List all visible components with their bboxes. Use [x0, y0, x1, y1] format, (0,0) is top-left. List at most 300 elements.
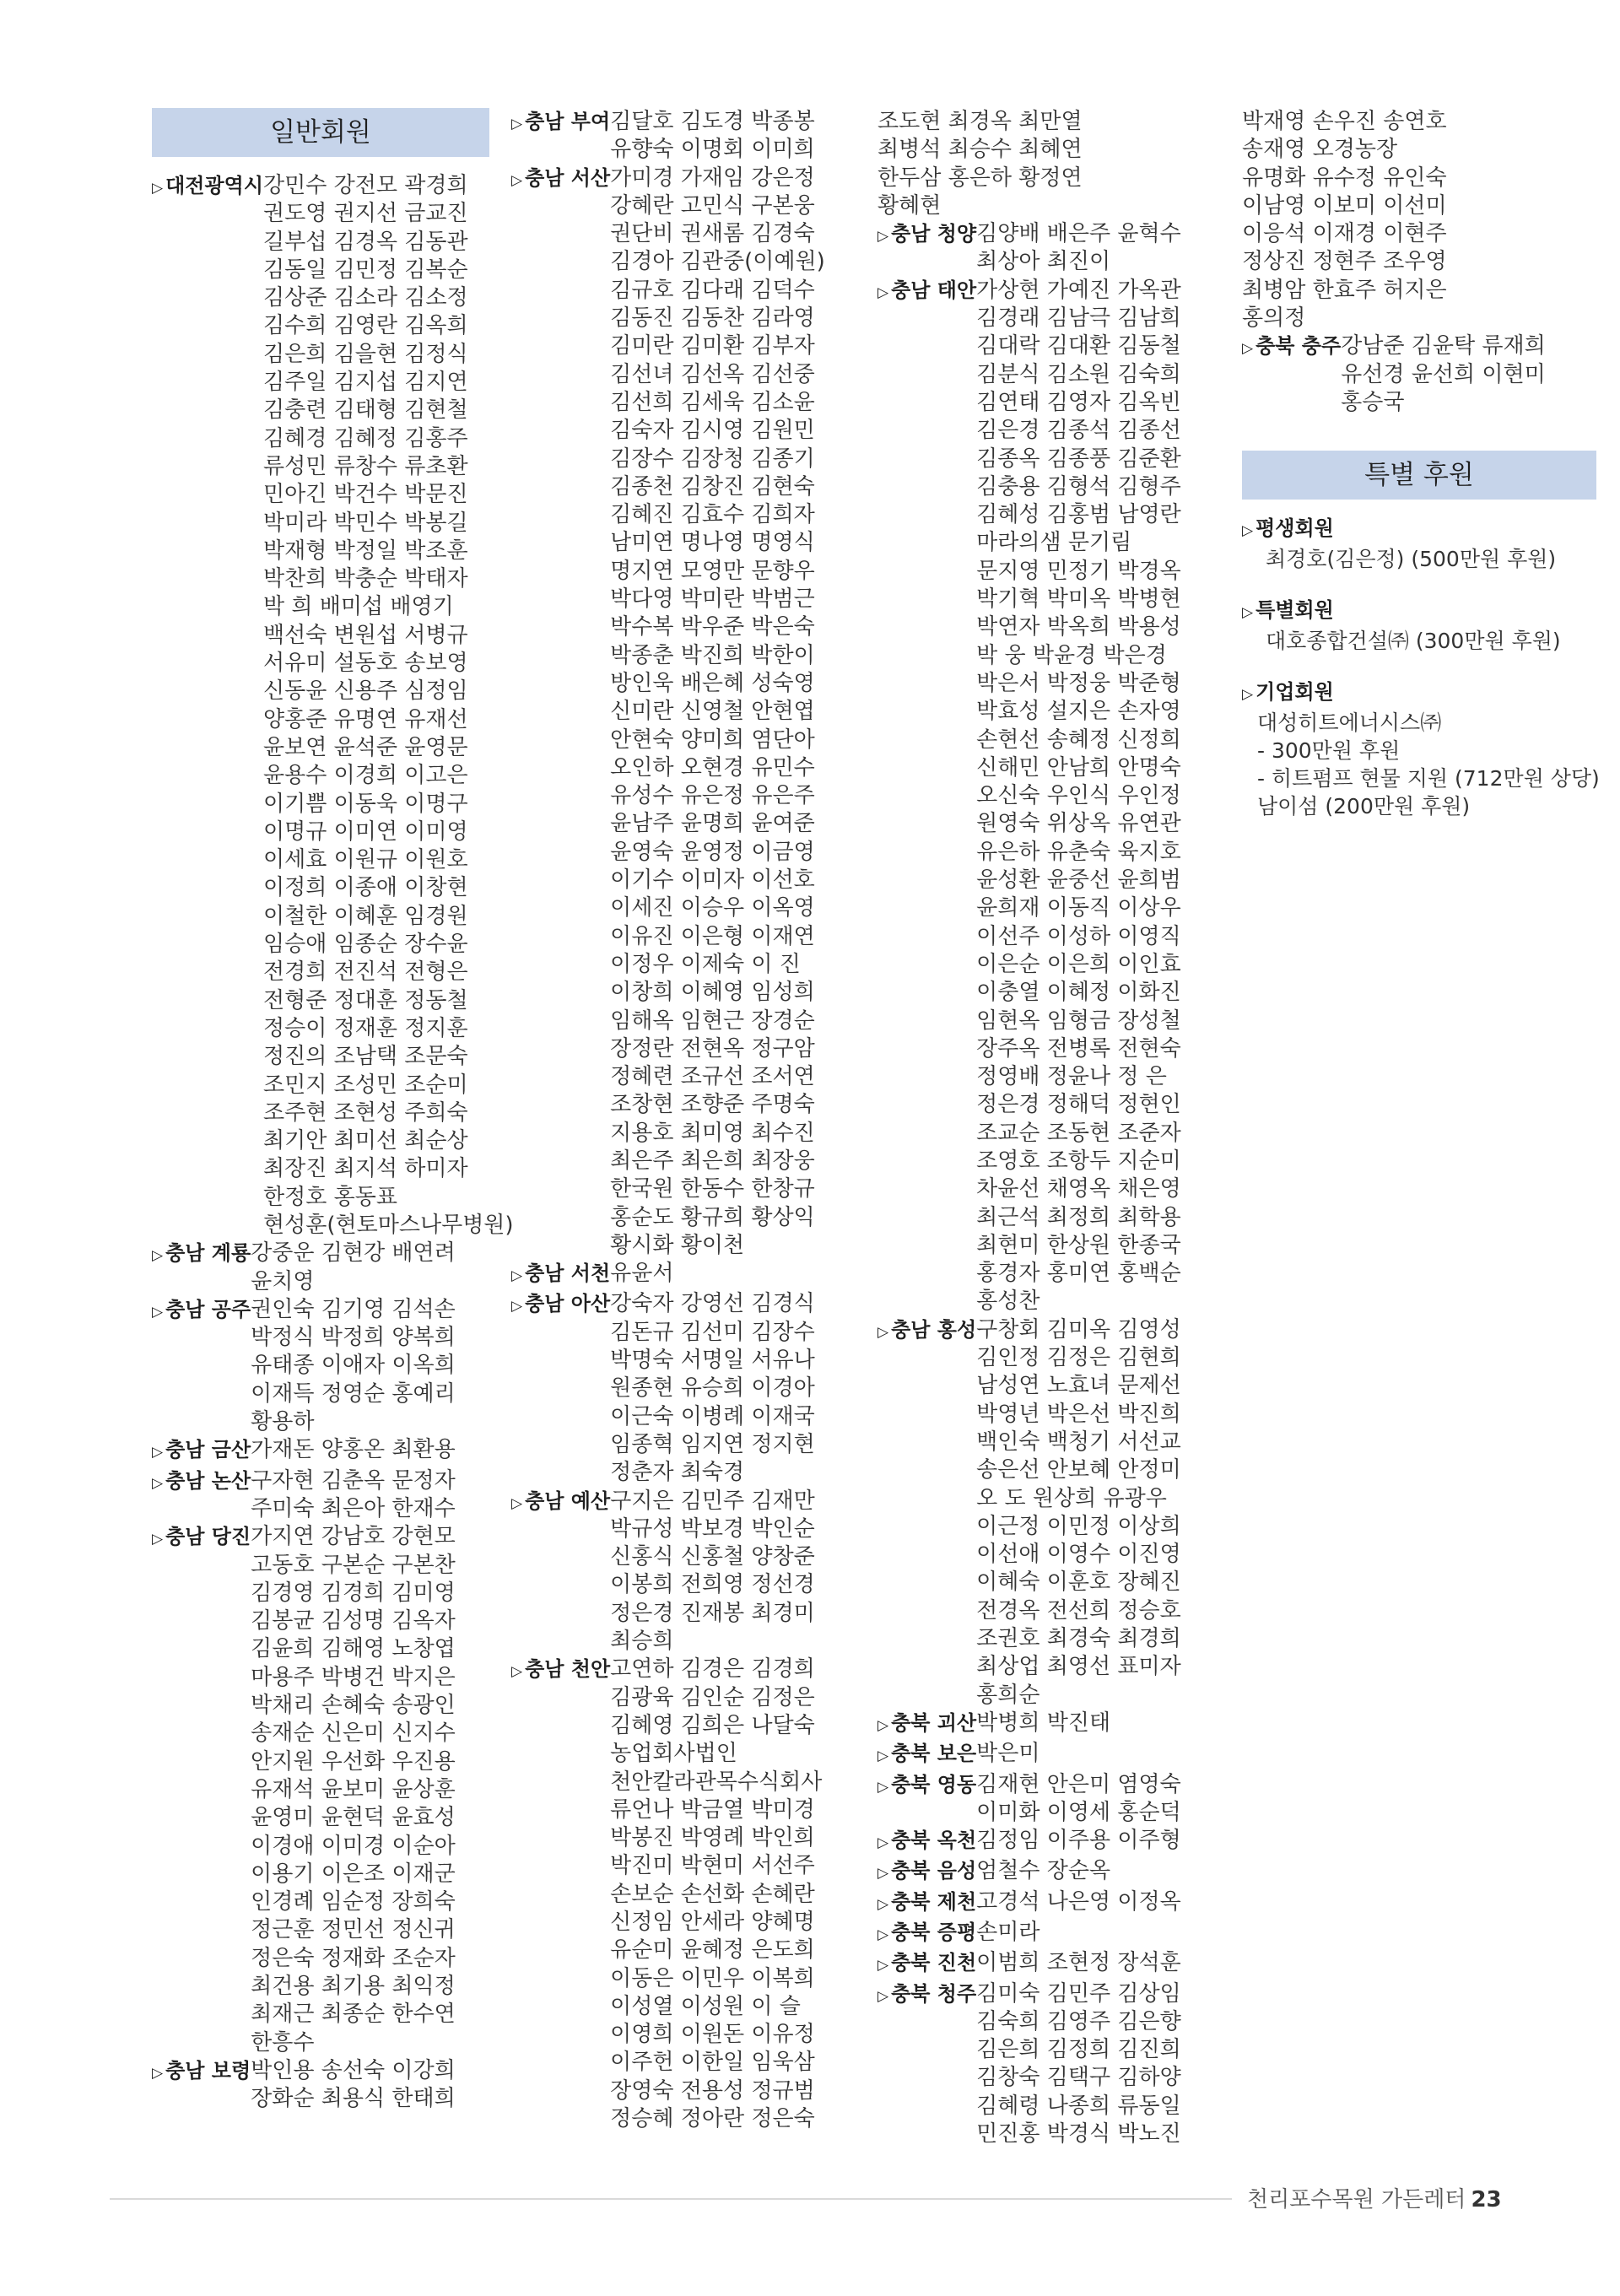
- member-name-line: 박영년 박은선 박진희: [976, 1401, 1181, 1427]
- footer: [1247, 2182, 1502, 2213]
- member-name-line: 오 도 원상희 유광우: [976, 1485, 1167, 1511]
- member-name-line: 송재순 신은미 신지수: [251, 1721, 456, 1747]
- member-name-line: 박 희 배미섭 배영기: [263, 594, 454, 620]
- member-name-line: 김혜진 김효수 김희자: [610, 502, 815, 528]
- member-name-line: 인경례 임순정 장희숙: [251, 1889, 456, 1915]
- member-name-line: 정은숙 정재화 조순자: [251, 1945, 456, 1971]
- member-names: [610, 1656, 866, 2133]
- region-block: [878, 277, 1232, 1316]
- sponsor-group: [1242, 515, 1596, 573]
- member-name-line: 최병석 최승수 최혜연: [878, 137, 1083, 163]
- triangle-right-icon: ▷: [1242, 604, 1254, 622]
- region-label: [152, 1436, 251, 1467]
- member-name-line: 고연하 김경은 김경희: [610, 1656, 815, 1683]
- triangle-right-icon: ▷: [511, 1267, 523, 1285]
- region-label: [1242, 332, 1341, 363]
- member-name-line: 김규호 김다래 김덕수: [610, 277, 815, 303]
- member-name-line: 이용기 이은조 이재군: [251, 1861, 456, 1887]
- member-name-line: 박다영 박미란 박범근: [610, 586, 815, 613]
- member-name-line: 장영숙 전용성 정규범: [610, 2077, 815, 2104]
- member-name-line: 박규성 박보경 박인순: [610, 1515, 815, 1542]
- region-block: [152, 172, 514, 1240]
- triangle-right-icon: ▷: [878, 1865, 889, 1883]
- member-name-line: 김광육 김인순 김정은: [610, 1684, 815, 1710]
- region-block: [878, 1919, 1232, 1949]
- member-name-line: 지용호 최미영 최수진: [610, 1120, 815, 1146]
- region-label: [511, 1260, 610, 1290]
- region-label: [878, 1919, 976, 1949]
- triangle-right-icon: ▷: [152, 1247, 164, 1265]
- member-name-line: 임현옥 임형금 장성철: [976, 1008, 1181, 1034]
- member-name-line: 류성민 류창수 류초환: [263, 453, 468, 479]
- sponsor-entry: 최경호(김은정) (500만원 후원): [1266, 547, 1557, 572]
- member-names: [976, 1888, 1232, 1916]
- region-list-col4: [1242, 108, 1596, 417]
- member-name-line: 박채리 손혜숙 송광인: [251, 1693, 456, 1719]
- sponsor-group: [1242, 597, 1596, 655]
- member-names: [610, 1290, 866, 1487]
- member-name-line: 권인숙 김기영 김석손: [251, 1296, 456, 1322]
- triangle-right-icon: ▷: [878, 1748, 889, 1765]
- member-name-line: 정혜련 조규선 조서연: [610, 1064, 815, 1090]
- column-3: [878, 108, 1232, 2148]
- member-name-line: 윤용수 이경희 이고은: [263, 763, 468, 789]
- special-groups: [1242, 515, 1600, 820]
- member-name-line: 정은경 진재봉 최경미: [610, 1600, 815, 1626]
- region-block: [511, 1290, 866, 1487]
- member-names: [976, 1771, 1232, 1828]
- region-name: 충북 충주: [1256, 334, 1342, 359]
- member-name-line: 황용하: [251, 1409, 315, 1435]
- member-name-line: 정근훈 정민선 정신귀: [251, 1917, 456, 1943]
- region-block: [152, 1436, 489, 1467]
- member-name-line: 강혜란 고민식 구본웅: [610, 192, 815, 219]
- member-names: [1242, 108, 1596, 332]
- member-name-line: 조민지 조성민 조순미: [263, 1072, 468, 1098]
- region-block: [878, 1771, 1232, 1828]
- region-block: [511, 108, 866, 165]
- member-name-line: 최기안 최미선 최순상: [263, 1128, 468, 1154]
- member-name-line: 김경래 김남극 김남희: [976, 305, 1181, 332]
- member-name-line: 박기혁 박미옥 박병현: [976, 586, 1181, 613]
- region-label: [152, 1523, 251, 1553]
- member-name-line: 황혜현: [878, 192, 942, 219]
- region-name: 충북 보은: [891, 1742, 977, 1766]
- member-name-line: 이기수 이미자 이선호: [610, 867, 815, 894]
- member-name-line: 장화순 최용식 한태희: [251, 2086, 456, 2112]
- member-name-line: 임종혁 임지연 정지현: [610, 1431, 815, 1457]
- member-name-line: 윤치영: [251, 1268, 315, 1294]
- member-name-line: 송은선 안보혜 안정미: [976, 1457, 1181, 1483]
- member-names: [976, 1827, 1232, 1855]
- member-name-line: 이근숙 이병례 이재국: [610, 1403, 815, 1429]
- member-name-line: 조권호 최경숙 최경희: [976, 1626, 1181, 1652]
- region-block: [152, 1296, 489, 1436]
- member-name-line: 이동은 이민우 이복희: [610, 1965, 815, 1991]
- region-name: 충남 홍성: [891, 1317, 977, 1342]
- member-name-line: 차윤선 채영옥 채은영: [976, 1176, 1181, 1202]
- region-label: [152, 1240, 251, 1270]
- member-name-line: 구창회 김미옥 김영성: [976, 1316, 1181, 1342]
- sponsor-group-name: 특별회원: [1256, 598, 1334, 623]
- member-name-line: 남미연 명나영 명영식: [610, 530, 815, 556]
- member-name-line: 이경애 이미경 이순아: [251, 1833, 456, 1859]
- member-name-line: 방인욱 배은혜 성숙영: [610, 670, 815, 696]
- member-names: [976, 277, 1232, 1316]
- region-list-col1: [152, 172, 514, 2113]
- member-name-line: 권도영 권지선 금교진: [263, 201, 468, 227]
- triangle-right-icon: ▷: [878, 1834, 889, 1852]
- region-name: 충남 천안: [525, 1657, 611, 1682]
- member-name-line: 신정임 안세라 양혜명: [610, 1910, 815, 1935]
- region-label: [511, 165, 610, 195]
- member-names: [976, 1919, 1232, 1947]
- member-name-line: 임해옥 임현근 장경순: [610, 1008, 815, 1034]
- triangle-right-icon: ▷: [152, 1444, 164, 1461]
- member-name-line: 한흥수: [251, 2029, 315, 2056]
- member-name-line: 유윤서: [610, 1261, 674, 1287]
- member-name-line: 김동일 김민정 김복순: [263, 257, 468, 283]
- triangle-right-icon: ▷: [511, 1663, 523, 1681]
- member-name-line: 정승이 정재훈 정지훈: [263, 1015, 468, 1041]
- member-name-line: 가지연 강남호 강현모: [251, 1524, 456, 1550]
- member-name-line: 한국원 한동수 한창규: [610, 1176, 815, 1202]
- sponsor-group-title: [1242, 597, 1596, 627]
- member-name-line: 유태종 이애자 이옥희: [251, 1353, 456, 1379]
- member-name-line: 홍경자 홍미연 홍백순: [976, 1261, 1181, 1287]
- region-block: [152, 2057, 489, 2114]
- region-name: 충북 괴산: [891, 1710, 977, 1735]
- member-name-line: 신동윤 신용주 심정임: [263, 678, 468, 705]
- triangle-right-icon: ▷: [1242, 522, 1254, 540]
- member-name-line: 박은미: [976, 1741, 1040, 1767]
- member-name-line: 정영배 정윤나 정 은: [976, 1064, 1167, 1090]
- region-block: [511, 1656, 866, 2133]
- member-name-line: 민아긴 박건수 박문진: [263, 482, 468, 508]
- region-label: [511, 108, 610, 138]
- member-names: [610, 1488, 866, 1656]
- member-name-line: 장정란 전현옥 정구암: [610, 1035, 815, 1062]
- region-block: [878, 108, 1232, 220]
- region-block: [511, 165, 866, 1261]
- member-name-line: 마라의샘 문기림: [976, 530, 1132, 556]
- member-name-line: 이명규 이미연 이미영: [263, 818, 468, 845]
- region-label: [878, 1980, 976, 2011]
- member-name-line: 천안칼라관목수식회사: [610, 1769, 823, 1795]
- member-name-line: 이은순 이은희 이인효: [976, 951, 1181, 977]
- member-name-line: 손현선 송혜정 신정희: [976, 727, 1181, 753]
- region-label: [878, 1857, 976, 1888]
- sponsor-group: [1242, 678, 1600, 820]
- region-label: [152, 1467, 251, 1498]
- region-block: [152, 1467, 489, 1524]
- member-name-line: 전경희 전진석 전형은: [263, 959, 468, 986]
- member-name-line: 최장진 최지석 하미자: [263, 1156, 468, 1182]
- triangle-right-icon: ▷: [1242, 340, 1254, 358]
- member-name-line: 마용주 박병건 박지은: [251, 1664, 456, 1690]
- member-name-line: 이주헌 이한일 임욱삼: [610, 2050, 815, 2076]
- member-names: [976, 1980, 1232, 2149]
- member-name-line: 문지영 민정기 박경옥: [976, 558, 1181, 584]
- sponsor-entry: - 300만원 후원: [1257, 738, 1401, 764]
- member-name-line: 이재득 정영순 홍예리: [251, 1380, 456, 1407]
- member-name-line: 홍승국: [1341, 389, 1405, 415]
- region-block: [1242, 108, 1596, 332]
- region-label: [878, 220, 976, 251]
- triangle-right-icon: ▷: [152, 1474, 164, 1492]
- sponsor-entry: - 히트펌프 현물 지원 (712만원 상당): [1257, 766, 1600, 791]
- triangle-right-icon: ▷: [878, 284, 889, 301]
- member-name-line: 이영희 이원돈 이유정: [610, 2022, 815, 2048]
- member-name-line: 최상업 최영선 표미자: [976, 1654, 1181, 1680]
- member-name-line: 백선숙 변원섭 서병규: [263, 622, 468, 648]
- member-name-line: 홍희순: [976, 1682, 1040, 1708]
- member-names: [251, 2057, 489, 2114]
- region-block: [878, 1888, 1232, 1919]
- member-name-line: 백인숙 백청기 서선교: [976, 1429, 1181, 1455]
- region-label: [511, 1656, 610, 1686]
- triangle-right-icon: ▷: [878, 1778, 889, 1796]
- member-name-line: 윤영미 윤현덕 윤효성: [251, 1805, 456, 1831]
- triangle-right-icon: ▷: [152, 2064, 164, 2082]
- region-list-col2: [511, 108, 866, 2133]
- member-name-line: 유향숙 이명회 이미희: [610, 137, 815, 163]
- member-name-line: 가미경 가재임 강은정: [610, 165, 815, 191]
- member-name-line: 강남준 김윤탁 류재희: [1341, 333, 1546, 359]
- region-block: [878, 1316, 1232, 1710]
- sponsor-entry: 대성히트에너시스㈜: [1257, 710, 1442, 736]
- region-block: [152, 1523, 489, 2057]
- member-name-line: 김선녀 김선옥 김선중: [610, 361, 815, 387]
- region-name: 충북 제천: [891, 1889, 977, 1914]
- section-header-general-members: 일반회원: [152, 108, 489, 157]
- region-label: [878, 277, 976, 307]
- member-name-line: 남성연 노효녀 문제선: [976, 1373, 1181, 1399]
- region-label: [152, 2057, 251, 2088]
- member-name-line: 박효성 설지은 손자영: [976, 699, 1181, 725]
- region-block: [511, 1488, 866, 1656]
- region-block: [878, 1710, 1232, 1740]
- column-4: [1242, 108, 1600, 844]
- member-names: [610, 165, 866, 1261]
- triangle-right-icon: ▷: [878, 1987, 889, 2005]
- region-name: 충북 옥천: [891, 1829, 977, 1853]
- member-name-line: 안지원 우선화 우진용: [251, 1748, 456, 1775]
- member-name-line: 조도현 최경옥 최만열: [878, 109, 1083, 134]
- member-name-line: 김혜령 나종희 류동일: [976, 2093, 1181, 2119]
- member-name-line: 김혜영 김희은 나달숙: [610, 1712, 815, 1738]
- member-name-line: 신미란 신영철 안현엽: [610, 699, 815, 725]
- member-name-line: 이응석 이재경 이현주: [1242, 221, 1447, 247]
- member-name-line: 이기쁨 이동욱 이명구: [263, 791, 468, 817]
- member-name-line: 유성수 유은정 유은주: [610, 783, 815, 809]
- member-name-line: 유명화 유수정 유인숙: [1242, 165, 1447, 191]
- member-names: [610, 108, 866, 165]
- member-names: [976, 1316, 1232, 1710]
- region-name: 충남 금산: [165, 1438, 251, 1462]
- member-name-line: 조창현 조향준 주명숙: [610, 1092, 815, 1118]
- triangle-right-icon: ▷: [878, 1895, 889, 1913]
- member-name-line: 신홍식 신홍철 양창준: [610, 1544, 815, 1570]
- region-block: [511, 1260, 866, 1290]
- member-name-line: 김혜경 김혜정 김홍주: [263, 425, 468, 451]
- footer-title: 천리포수목원 가든레터: [1247, 2187, 1466, 2212]
- region-label: [511, 1488, 610, 1518]
- member-name-line: 오인하 오현경 유민수: [610, 754, 815, 781]
- member-name-line: 권단비 권새롬 김경숙: [610, 221, 815, 247]
- member-name-line: 이정희 이종애 이창현: [263, 875, 468, 901]
- member-name-line: 박은서 박정웅 박준형: [976, 670, 1181, 696]
- member-name-line: 정승혜 정아란 정은숙: [610, 2106, 815, 2132]
- triangle-right-icon: ▷: [878, 1926, 889, 1943]
- member-name-line: 오신숙 우인식 우인정: [976, 783, 1181, 809]
- column-1: [152, 108, 514, 2113]
- member-names: [976, 220, 1232, 277]
- region-block: [878, 1827, 1232, 1857]
- triangle-right-icon: ▷: [878, 1957, 889, 1975]
- member-names: [976, 1857, 1232, 1885]
- member-name-line: 김종천 김창진 김현숙: [610, 473, 815, 500]
- region-name: 충북 청주: [891, 1981, 977, 2006]
- member-name-line: 유순미 윤혜정 은도희: [610, 1937, 815, 1964]
- member-name-line: 김은희 김을현 김정식: [263, 341, 468, 367]
- region-name: 충남 태안: [891, 278, 977, 302]
- member-name-line: 길부섭 김경옥 김동관: [263, 229, 468, 255]
- member-name-line: 정춘자 최숙경: [610, 1460, 745, 1486]
- member-name-line: 손미라: [976, 1920, 1040, 1945]
- member-name-line: 이범희 조현정 장석훈: [976, 1950, 1181, 1976]
- region-name: 충북 진천: [891, 1951, 977, 1975]
- member-name-line: 김선희 김세욱 김소윤: [610, 389, 815, 415]
- member-name-line: 박인용 송선숙 이강희: [251, 2057, 456, 2083]
- member-name-line: 박병희 박진태: [976, 1710, 1111, 1736]
- member-name-line: 고경석 나은영 이정옥: [976, 1888, 1181, 1915]
- region-block: [878, 1949, 1232, 1980]
- member-name-line: 정상진 정현주 조우영: [1242, 249, 1447, 275]
- member-name-line: 최승희: [610, 1629, 674, 1655]
- member-names: [976, 1740, 1232, 1768]
- region-name: 충남 공주: [165, 1297, 251, 1321]
- member-name-line: 원종현 유승희 이경아: [610, 1375, 815, 1402]
- member-name-line: 정은경 정해덕 정현인: [976, 1092, 1181, 1118]
- member-names: [251, 1467, 489, 1524]
- member-name-line: 홍순도 황규희 황상익: [610, 1204, 815, 1230]
- member-name-line: 최은주 최은희 최장웅: [610, 1148, 815, 1174]
- member-name-line: 김숙자 김시영 김원민: [610, 418, 815, 444]
- triangle-right-icon: ▷: [1242, 686, 1254, 704]
- member-name-line: 윤영숙 윤영정 이금영: [610, 839, 815, 865]
- triangle-right-icon: ▷: [878, 1323, 889, 1341]
- member-name-line: 김인정 김정은 김현희: [976, 1345, 1181, 1371]
- member-names: [610, 1260, 866, 1288]
- member-name-line: 장주옥 전병록 전현숙: [976, 1035, 1181, 1062]
- member-name-line: 김봉균 김성명 김옥자: [251, 1608, 456, 1634]
- member-name-line: 이남영 이보미 이선미: [1242, 192, 1447, 219]
- member-name-line: 서유미 설동호 송보영: [263, 651, 468, 677]
- region-name: 충남 당진: [165, 1525, 251, 1549]
- region-block: [878, 1857, 1232, 1888]
- region-name: 충남 논산: [165, 1468, 251, 1493]
- sponsor-group-title: [1242, 515, 1596, 545]
- member-name-line: 김분식 김소원 김숙희: [976, 361, 1181, 387]
- member-name-line: 김충용 김형석 김형주: [976, 473, 1181, 500]
- member-name-line: 김달호 김도경 박종봉: [610, 109, 815, 134]
- region-block: [878, 1740, 1232, 1770]
- member-name-line: 김양배 배은주 윤혁수: [976, 221, 1181, 247]
- member-name-line: 민진홍 박경식 박노진: [976, 2121, 1181, 2147]
- region-name: 충북 음성: [891, 1859, 977, 1883]
- region-name: 대전광역시: [165, 174, 263, 197]
- region-name: 충남 부여: [525, 110, 611, 133]
- region-block: [878, 220, 1232, 277]
- member-name-line: 박봉진 박영례 박인희: [610, 1825, 815, 1851]
- member-name-line: 김윤희 김해영 노창엽: [251, 1636, 456, 1662]
- member-names: [1341, 332, 1596, 417]
- triangle-right-icon: ▷: [511, 171, 523, 189]
- member-name-line: 이선주 이성하 이영직: [976, 923, 1181, 949]
- member-name-line: 한두삼 홍은하 황정연: [878, 165, 1083, 191]
- member-name-line: 고동호 구본순 구본찬: [251, 1552, 456, 1578]
- member-name-line: 박연자 박옥희 박용성: [976, 614, 1181, 640]
- triangle-right-icon: ▷: [152, 1531, 164, 1548]
- member-name-line: 윤보연 윤석준 윤영문: [263, 734, 468, 760]
- member-name-line: 강숙자 강영선 김경식: [610, 1291, 815, 1317]
- member-name-line: 김미숙 김민주 김상임: [976, 1980, 1181, 2007]
- member-name-line: 이유진 이은형 이재연: [610, 923, 815, 949]
- member-name-line: 김동진 김동찬 김라영: [610, 305, 815, 332]
- member-name-line: 최상아 최진이: [976, 249, 1111, 275]
- triangle-right-icon: ▷: [511, 116, 523, 132]
- section-header-special-sponsorship: 특별 후원: [1242, 451, 1596, 500]
- member-name-line: 현성훈(현토마스나무병원): [263, 1212, 514, 1238]
- member-name-line: 김혜성 김홍범 남영란: [976, 502, 1181, 528]
- region-block: [1242, 332, 1596, 417]
- member-name-line: 김은희 김정희 김진희: [976, 2037, 1181, 2063]
- region-name: 충북 영동: [891, 1772, 977, 1796]
- member-name-line: 최병암 한효주 허지은: [1242, 277, 1447, 303]
- member-name-line: 주미숙 최은아 한재수: [251, 1495, 456, 1521]
- member-name-line: 박명숙 서명일 서유나: [610, 1348, 815, 1374]
- triangle-right-icon: ▷: [878, 228, 889, 246]
- member-name-line: 박정식 박정희 양복희: [251, 1325, 456, 1351]
- member-name-line: 이충열 이혜정 이화진: [976, 980, 1181, 1006]
- sponsor-group-title: [1242, 678, 1596, 709]
- region-label: [878, 1771, 976, 1802]
- member-name-line: 송재영 오경농장: [1242, 137, 1398, 163]
- member-name-line: 농업회사법인: [610, 1741, 737, 1767]
- member-name-line: 김연태 김영자 김옥빈: [976, 389, 1181, 415]
- member-name-line: 유재석 윤보미 윤상훈: [251, 1776, 456, 1802]
- member-names: [251, 1436, 489, 1464]
- triangle-right-icon: ▷: [152, 180, 164, 197]
- member-name-line: 전형준 정대훈 정동철: [263, 987, 468, 1013]
- triangle-right-icon: ▷: [511, 1298, 523, 1315]
- member-name-line: 엄철수 장순옥: [976, 1858, 1111, 1884]
- region-label: [878, 1888, 976, 1919]
- member-name-line: 최근석 최정희 최학용: [976, 1204, 1181, 1230]
- member-names: [251, 1296, 489, 1436]
- region-name: 충북 증평: [891, 1921, 977, 1944]
- member-name-line: 손보순 손선화 손혜란: [610, 1881, 815, 1907]
- member-name-line: 안현숙 양미희 염단아: [610, 727, 815, 753]
- member-name-line: 이미화 이영세 홍순덕: [976, 1799, 1181, 1825]
- member-name-line: 이근정 이민정 이상희: [976, 1513, 1181, 1539]
- member-name-line: 유선경 윤선희 이현미: [1341, 361, 1546, 387]
- member-name-line: 윤희재 이동직 이상우: [976, 895, 1181, 921]
- member-name-line: 최건용 최기용 최익정: [251, 1974, 456, 1999]
- sponsor-group-name: 기업회원: [1256, 680, 1334, 705]
- region-name: 충남 청양: [891, 222, 977, 246]
